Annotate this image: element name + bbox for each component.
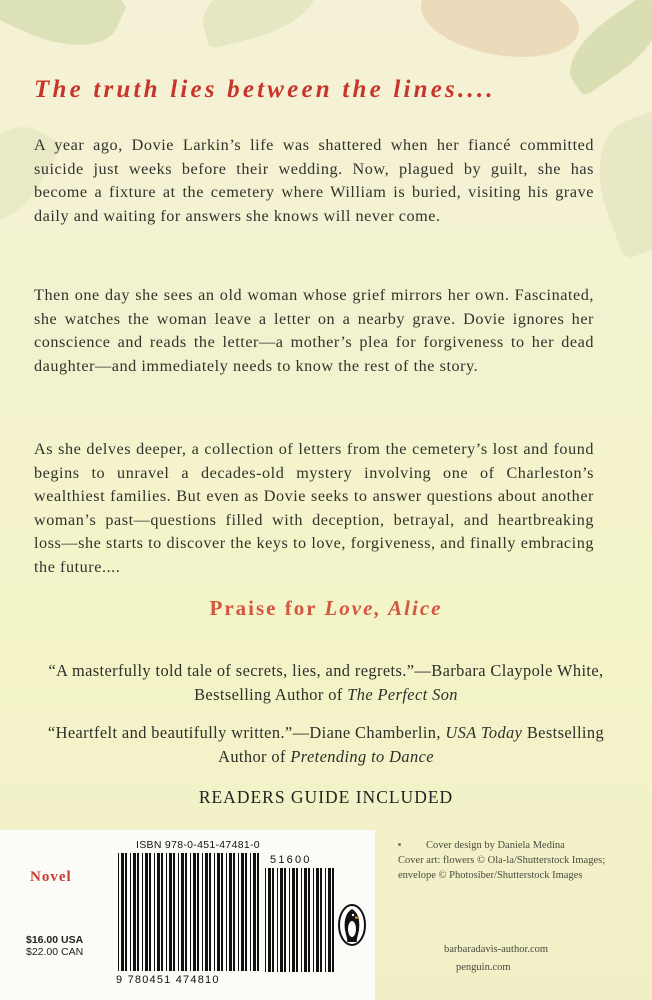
publisher-website: penguin.com (456, 962, 511, 973)
price-addon-digits: 51600 (270, 854, 312, 866)
quote-2-publication: USA Today (445, 723, 523, 742)
quote-2 (34, 721, 618, 768)
praise-prefix: Praise for (209, 596, 325, 620)
credit-line-3: envelope © Photosiber/Shutterstock Images (398, 870, 583, 881)
top-center-leaf-decoration (194, 0, 325, 50)
quote-1-text: “A masterfully told tale of secrets, lies, and regrets.”—Barbara Claypole White, Bestselling Author of (48, 661, 604, 704)
price-block (26, 934, 83, 958)
price-addon-barcode (265, 868, 335, 972)
top-left-leaf-decoration (0, 0, 128, 66)
tagline: The truth lies between the lines.... (34, 76, 496, 103)
price-can: $22.00 CAN (26, 946, 84, 958)
barcode-digits: 9 780451 474810 (116, 974, 220, 986)
quote-1 (34, 659, 618, 706)
readers-guide-label: READERS GUIDE INCLUDED (198, 787, 454, 807)
penguin-logo-icon (338, 904, 366, 946)
praise-book-title: Love, Alice (324, 596, 443, 620)
isbn-text: ISBN 978-0-451-47481-0 (136, 839, 260, 851)
quote-2-text: “Heartfelt and beautifully written.”—Diane Chamberlin, (47, 723, 446, 742)
category-label: Novel (30, 869, 72, 885)
author-website: barbaradavis-author.com (444, 944, 549, 955)
praise-heading (0, 596, 652, 621)
synopsis-paragraph-3: As she delves deeper, a collection of letters from the cemetery’s lost and found begins to unravel a decades-old mystery involving one of Charleston’s wealthiest families. But even as Dovie seeks to answer questions about another woman’s past—questions filled with deception, betrayal, and heartbreaking loss—she starts to discover the keys to love, forgiveness, and finally embracing the future.... (34, 440, 594, 576)
synopsis-paragraph-2: Then one day she sees an old woman whose grief mirrors her own. Fascinated, she watches the woman leave a letter on a nearby grave. Dovie ignores her conscience and reads the letter—a mother’s plea for forgiveness to her dead daughter—and immediately needs to know the rest of the story. (34, 286, 594, 375)
quote-2-book: Pretending to Dance (290, 746, 434, 766)
quote-2-text2: Bestselling Author of (218, 723, 605, 766)
quote-1-book: The Perfect Son (347, 684, 458, 704)
credit-line-1: Cover design by Daniela Medina (426, 840, 565, 851)
top-right-flower-decoration (415, 0, 586, 68)
credit-line-2: Cover art: flowers © Ola-la/Shutterstock Images; (398, 855, 606, 866)
cover-credits (398, 838, 638, 883)
price-usd: $16.00 USA (26, 934, 84, 946)
synopsis-paragraph-1: A year ago, Dovie Larkin’s life was shattered when her fiancé committed suicide just weeks before their wedding. Now, plagued by guilt, she has become a fixture at the cemetery where William is buried, visiting his grave daily and waiting for answers she knows will never come. (34, 136, 594, 225)
